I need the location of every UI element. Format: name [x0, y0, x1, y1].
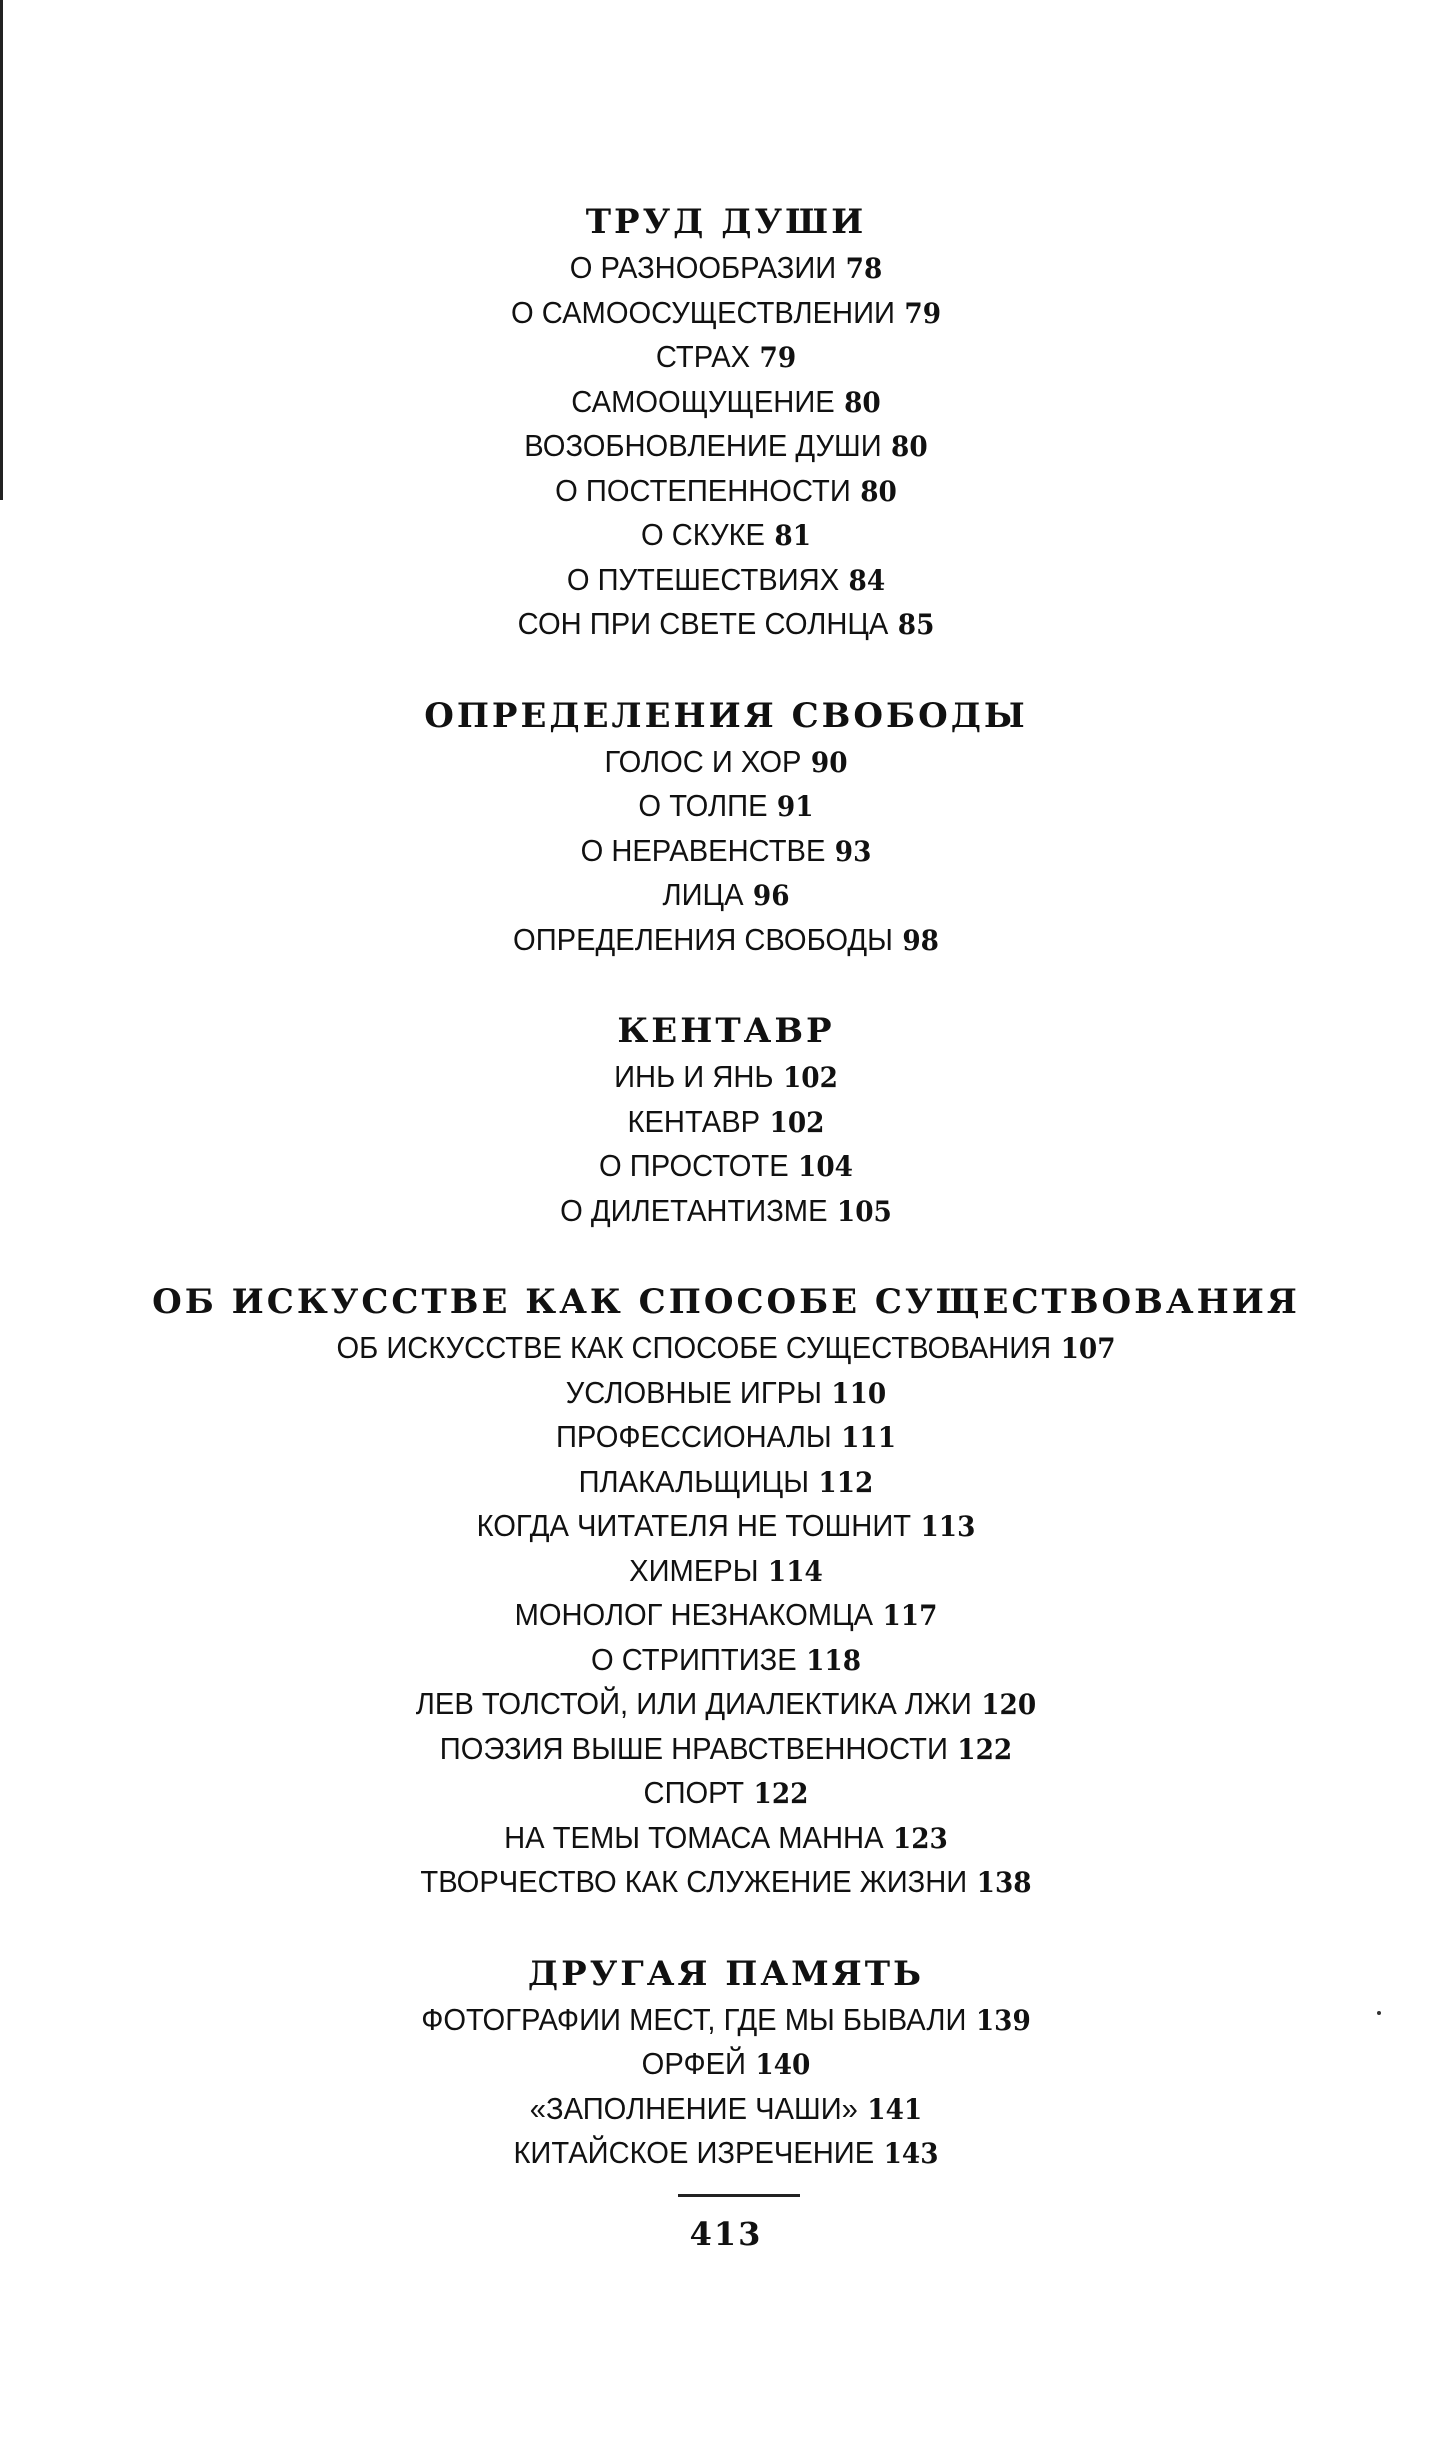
entry-list — [0, 246, 1452, 647]
entry-page-number: 80 — [860, 474, 897, 508]
toc-entry — [44, 784, 1409, 829]
entry-page-number: 80 — [844, 385, 881, 419]
toc-entry — [44, 335, 1409, 380]
entry-page-number: 141 — [867, 2092, 923, 2126]
toc-entry — [44, 2131, 1409, 2176]
entry-page-number: 113 — [920, 1510, 976, 1543]
toc-entry — [44, 291, 1409, 336]
entry-title: ОПРЕДЕЛЕНИЯ СВОБОДЫ — [513, 921, 893, 957]
toc-entry — [44, 1371, 1409, 1416]
toc-entry — [44, 558, 1409, 603]
entry-page-number: 117 — [882, 1599, 938, 1632]
entry-page-number: 107 — [1060, 1332, 1116, 1365]
entry-title: О СКУКЕ — [640, 517, 765, 552]
entry-title: ЛЕВ ТОЛСТОЙ, ИЛИ ДИАЛЕКТИКА ЛЖИ — [415, 1686, 972, 1721]
toc-entry — [44, 1144, 1409, 1189]
entry-title: «ЗАПОЛНЕНИЕ ЧАШИ» — [529, 2090, 858, 2126]
toc-entry — [44, 1816, 1409, 1861]
toc-entry — [44, 1593, 1409, 1638]
section-title: КЕНТАВР — [617, 1011, 835, 1051]
entry-title: О НЕРАВЕНСТВЕ — [580, 832, 826, 868]
toc-entry — [44, 1460, 1409, 1505]
entry-page-number: 104 — [798, 1150, 853, 1183]
footer-rule — [678, 2194, 800, 2197]
entry-page-number: 102 — [782, 1061, 838, 1094]
entry-title: КИТАЙСКОЕ ИЗРЕЧЕНИЕ — [513, 2135, 875, 2170]
toc-entry — [44, 380, 1409, 425]
entry-title: ИНЬ И ЯНЬ — [614, 1059, 774, 1094]
toc-entry — [44, 873, 1409, 918]
toc-entry — [44, 1727, 1409, 1772]
entry-page-number: 114 — [767, 1554, 823, 1588]
toc-entry — [44, 1860, 1409, 1905]
toc-section — [0, 692, 1452, 963]
toc-entry — [44, 829, 1409, 874]
entry-page-number: 140 — [755, 2048, 811, 2081]
entry-title: КОГДА ЧИТАТЕЛЯ НЕ ТОШНИТ — [476, 1508, 912, 1543]
toc-entry — [44, 513, 1409, 558]
entry-title: О САМООСУЩЕСТВЛЕНИИ — [510, 294, 895, 330]
entry-page-number: 84 — [848, 563, 886, 597]
entry-title: ФОТОГРАФИИ МЕСТ, ГДЕ МЫ БЫВАЛИ — [421, 2001, 967, 2037]
entry-page-number: 80 — [891, 430, 928, 463]
entry-title: НА ТЕМЫ ТОМАСА МАННА — [504, 1819, 884, 1855]
entry-title: ПЛАКАЛЬЩИЦЫ — [578, 1463, 810, 1499]
entry-title: ПОЭЗИЯ ВЫШЕ НРАВСТВЕННОСТИ — [439, 1730, 948, 1766]
toc-entry — [44, 469, 1409, 514]
entry-title: О ТОЛПЕ — [638, 788, 768, 823]
entry-page-number: 123 — [892, 1821, 948, 1855]
toc-entry — [44, 1638, 1409, 1683]
toc-entry — [44, 2087, 1409, 2132]
entry-list — [0, 1998, 1452, 2176]
toc-entry — [44, 1189, 1409, 1234]
entry-page-number: 122 — [957, 1732, 1013, 1766]
entry-title: МОНОЛОГ НЕЗНАКОМЦА — [514, 1597, 874, 1632]
entry-title: СОН ПРИ СВЕТЕ СОЛНЦА — [517, 606, 889, 641]
toc-entry — [44, 1682, 1409, 1727]
table-of-contents — [0, 198, 1452, 2176]
toc-entry — [44, 424, 1409, 469]
entry-list — [0, 1326, 1452, 1905]
entry-title: О ПОСТЕПЕННОСТИ — [555, 472, 851, 508]
entry-page-number: 110 — [831, 1376, 887, 1410]
entry-title: СПОРТ — [643, 1775, 745, 1810]
toc-entry — [44, 1504, 1409, 1549]
toc-entry — [44, 1055, 1409, 1100]
entry-title: УСЛОВНЫЕ ИГРЫ — [565, 1374, 822, 1410]
entry-list — [0, 740, 1452, 963]
toc-entry — [44, 246, 1409, 291]
entry-page-number: 85 — [897, 608, 935, 641]
page-number: 413 — [689, 2215, 763, 2253]
toc-entry — [44, 1100, 1409, 1145]
entry-page-number: 90 — [810, 745, 848, 779]
entry-list — [0, 1055, 1452, 1233]
entry-title: О ПРОСТОТЕ — [598, 1148, 789, 1183]
section-title: ОПРЕДЕЛЕНИЯ СВОБОДЫ — [424, 695, 1028, 736]
toc-section — [0, 1278, 1452, 1905]
section-title: ОБ ИСКУССТВЕ КАК СПОСОБЕ СУЩЕСТВОВАНИЯ — [152, 1282, 1300, 1322]
entry-title: СТРАХ — [655, 339, 751, 374]
entry-page-number: 112 — [818, 1465, 874, 1499]
entry-page-number: 105 — [836, 1194, 892, 1228]
toc-entry — [44, 1771, 1409, 1816]
toc-entry — [44, 1415, 1409, 1460]
entry-page-number: 79 — [904, 296, 942, 330]
entry-title: ВОЗОБНОВЛЕНИЕ ДУШИ — [524, 428, 882, 463]
section-title: ДРУГАЯ ПАМЯТЬ — [527, 1953, 925, 1994]
toc-entry — [44, 2042, 1409, 2087]
entry-title: О СТРИПТИЗЕ — [590, 1641, 797, 1677]
entry-page-number: 96 — [752, 879, 790, 912]
entry-title: О ДИЛЕТАНТИЗМЕ — [560, 1192, 828, 1228]
entry-page-number: 118 — [806, 1643, 862, 1677]
entry-title: О ПУТЕШЕСТВИЯХ — [566, 561, 840, 597]
entry-page-number: 120 — [981, 1688, 1037, 1721]
entry-page-number: 102 — [769, 1105, 825, 1139]
toc-entry — [44, 740, 1409, 785]
entry-page-number: 122 — [753, 1777, 809, 1810]
entry-page-number: 78 — [845, 252, 883, 285]
entry-page-number: 93 — [834, 834, 872, 868]
toc-section — [0, 1007, 1452, 1233]
entry-title: ТВОРЧЕСТВО КАК СЛУЖЕНИЕ ЖИЗНИ — [420, 1864, 968, 1899]
entry-title: САМООЩУЩЕНИЕ — [571, 383, 835, 419]
entry-page-number: 139 — [975, 2003, 1031, 2037]
entry-page-number: 91 — [776, 790, 814, 823]
entry-page-number: 143 — [883, 2137, 939, 2170]
section-title: ТРУД ДУШИ — [585, 202, 867, 242]
entry-title: ЛИЦА — [662, 877, 744, 912]
toc-entry — [44, 1549, 1409, 1594]
entry-page-number: 111 — [841, 1421, 897, 1454]
entry-title: ПРОФЕССИОНАЛЫ — [555, 1419, 832, 1454]
entry-page-number: 79 — [759, 341, 797, 374]
toc-entry — [44, 602, 1409, 647]
entry-page-number: 81 — [774, 519, 812, 552]
entry-title: ГОЛОС И ХОР — [604, 743, 802, 779]
entry-title: ОБ ИСКУССТВЕ КАК СПОСОБЕ СУЩЕСТВОВАНИЯ — [336, 1330, 1052, 1365]
entry-title: КЕНТАВР — [627, 1103, 761, 1139]
toc-section — [0, 198, 1452, 647]
entry-title: ОРФЕЙ — [641, 2046, 746, 2081]
toc-entry — [44, 1326, 1409, 1371]
entry-page-number: 138 — [976, 1866, 1032, 1899]
entry-page-number: 98 — [902, 923, 939, 957]
entry-title: О РАЗНООБРАЗИИ — [569, 250, 837, 285]
toc-section — [0, 1950, 1452, 2176]
toc-entry — [44, 918, 1409, 963]
entry-title: ХИМЕРЫ — [629, 1552, 759, 1588]
toc-entry — [44, 1998, 1409, 2043]
